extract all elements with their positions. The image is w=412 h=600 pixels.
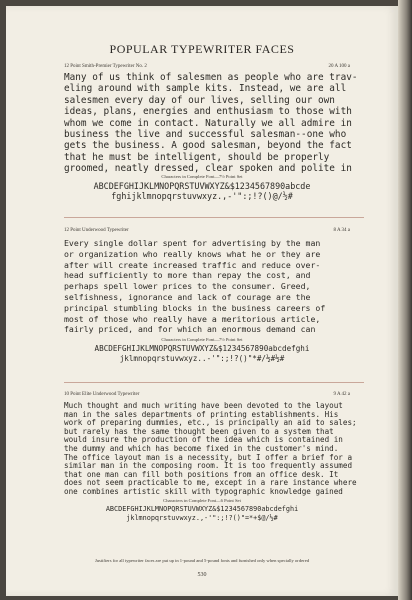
charset-line: fghijklmnopqrstuvwxyz.,-'":;!?()@/½# xyxy=(111,191,293,202)
text-line: whom we come in contact. Naturally we all admire in xyxy=(64,117,352,129)
text-line: principal stumbling blocks in the business careers of xyxy=(64,302,326,313)
charset-line: ABCDEFGHIJKLMNOPQRSTUVWXYZ&$1234567890abcdefghi xyxy=(94,344,310,353)
page-title: POPULAR TYPEWRITER FACES xyxy=(109,42,295,56)
text-line: or organization who really knows what he or they are xyxy=(64,248,321,259)
specimen-1-meta: 20 A 100 a xyxy=(328,64,350,69)
divider xyxy=(64,382,364,383)
text-line: The office layout man is a necessity, but I offer a brief for a xyxy=(64,452,353,462)
specimen-1-charset xyxy=(6,181,398,202)
text-line: one combines artistic skill with typographic knowledge gained xyxy=(64,486,343,496)
text-line: work of preparing dummies, etc., is principally an aid to sales; xyxy=(64,418,357,428)
divider xyxy=(64,217,364,218)
specimen-2-title: 12 Point Underwood Typewriter xyxy=(64,228,129,233)
text-line: business the live and successful salesman--one who xyxy=(64,129,347,141)
specimen-3-caption: Characters in Complete Font—6 Point Set xyxy=(163,498,241,503)
text-line: most of those who really have a meritorious article, xyxy=(64,313,321,324)
text-line: would insure the production of the idea which is contained in xyxy=(64,435,343,445)
text-line: man in the sales departments of printing establishments. His xyxy=(64,409,339,419)
specimen-2-text xyxy=(64,238,366,335)
text-line: similar man in the composing room. It is too frequently assumed xyxy=(64,461,353,471)
text-line: eling around with sample kits. Instead, we are all xyxy=(64,83,347,95)
text-line: fairly priced, and for which an enormous demand can xyxy=(64,324,316,335)
text-line: groomed, neatly dressed, clear spoken and polite in xyxy=(64,163,352,175)
charset-line: ABCDEFGHIJKLMNOPQRSTUVWXYZ&$1234567890abcdefghi xyxy=(105,505,299,513)
text-line: salesmen every day of our lives, selling our own xyxy=(64,94,335,106)
text-line: does not seem practicable to me, except in a rare instance where xyxy=(64,478,357,488)
text-line: but rarely has the same thought been given to a system that xyxy=(64,426,334,436)
specimen-3-meta: 9 A 42 a xyxy=(333,392,350,397)
charset-line: jklmnopqrstuvwxyz..-'":;!?()"*#/½#½# xyxy=(119,354,285,363)
text-line: the dummy and which has become fixed in the customer's mind. xyxy=(64,443,339,453)
book-page xyxy=(6,6,398,596)
text-line: head sufficiently to more than repay the cost, and xyxy=(64,270,311,281)
specimen-3-title: 10 Point Elite Underwood Typewriter xyxy=(64,392,140,397)
text-line: gets the business. A good salesman, beyond the fact xyxy=(64,140,352,152)
text-line: that he must be intelligent, should be properly xyxy=(64,151,330,163)
specimen-1-title: 12 Point Smith-Premier Typewriter No. 2 xyxy=(64,64,147,69)
specimen-3-charset xyxy=(6,505,398,523)
specimen-2-caption: Characters in Complete Font—7½ Point Set xyxy=(161,337,243,342)
specimen-1-text xyxy=(64,72,366,175)
charset-line: ABCDEFGHIJKLMNOPQRSTUVWXYZ&$1234567890abcde xyxy=(93,181,311,191)
specimen-3-text xyxy=(64,402,366,497)
book-gutter xyxy=(398,0,412,600)
specimen-2-charset xyxy=(6,344,398,364)
charset-line: jklmnopqrstuvwxyz.,-'":;!?()"=*+$@/½# xyxy=(126,514,278,522)
text-line: perhaps spell lower prices to the consumer. Greed, xyxy=(64,281,311,292)
specimen-1-caption: Characters in Complete Font—7½ Point Set xyxy=(161,174,243,179)
text-line: ideas, plans, energies and enthusiasm to those with xyxy=(64,106,352,118)
footnote: Justifiers for all typewriter faces are put up in 1-pound and 5-pound fonts and furnished only when specially ordered xyxy=(94,558,310,563)
text-line: that one man can fill both positions from an office desk. It xyxy=(64,469,339,479)
text-line: selfishness, ignorance and lack of courage are the xyxy=(64,291,311,302)
text-line: Much thought and much writing have been devoted to the layout xyxy=(64,401,343,410)
text-line: Many of us think of salesmen as people who are trav- xyxy=(64,72,358,83)
text-line: Every single dollar spent for advertising by the man xyxy=(64,238,321,248)
page-number: 530 xyxy=(197,572,207,578)
text-line: after will create increased traffic and reduce over- xyxy=(64,259,321,270)
specimen-2-meta: 8 A 34 a xyxy=(333,228,350,233)
